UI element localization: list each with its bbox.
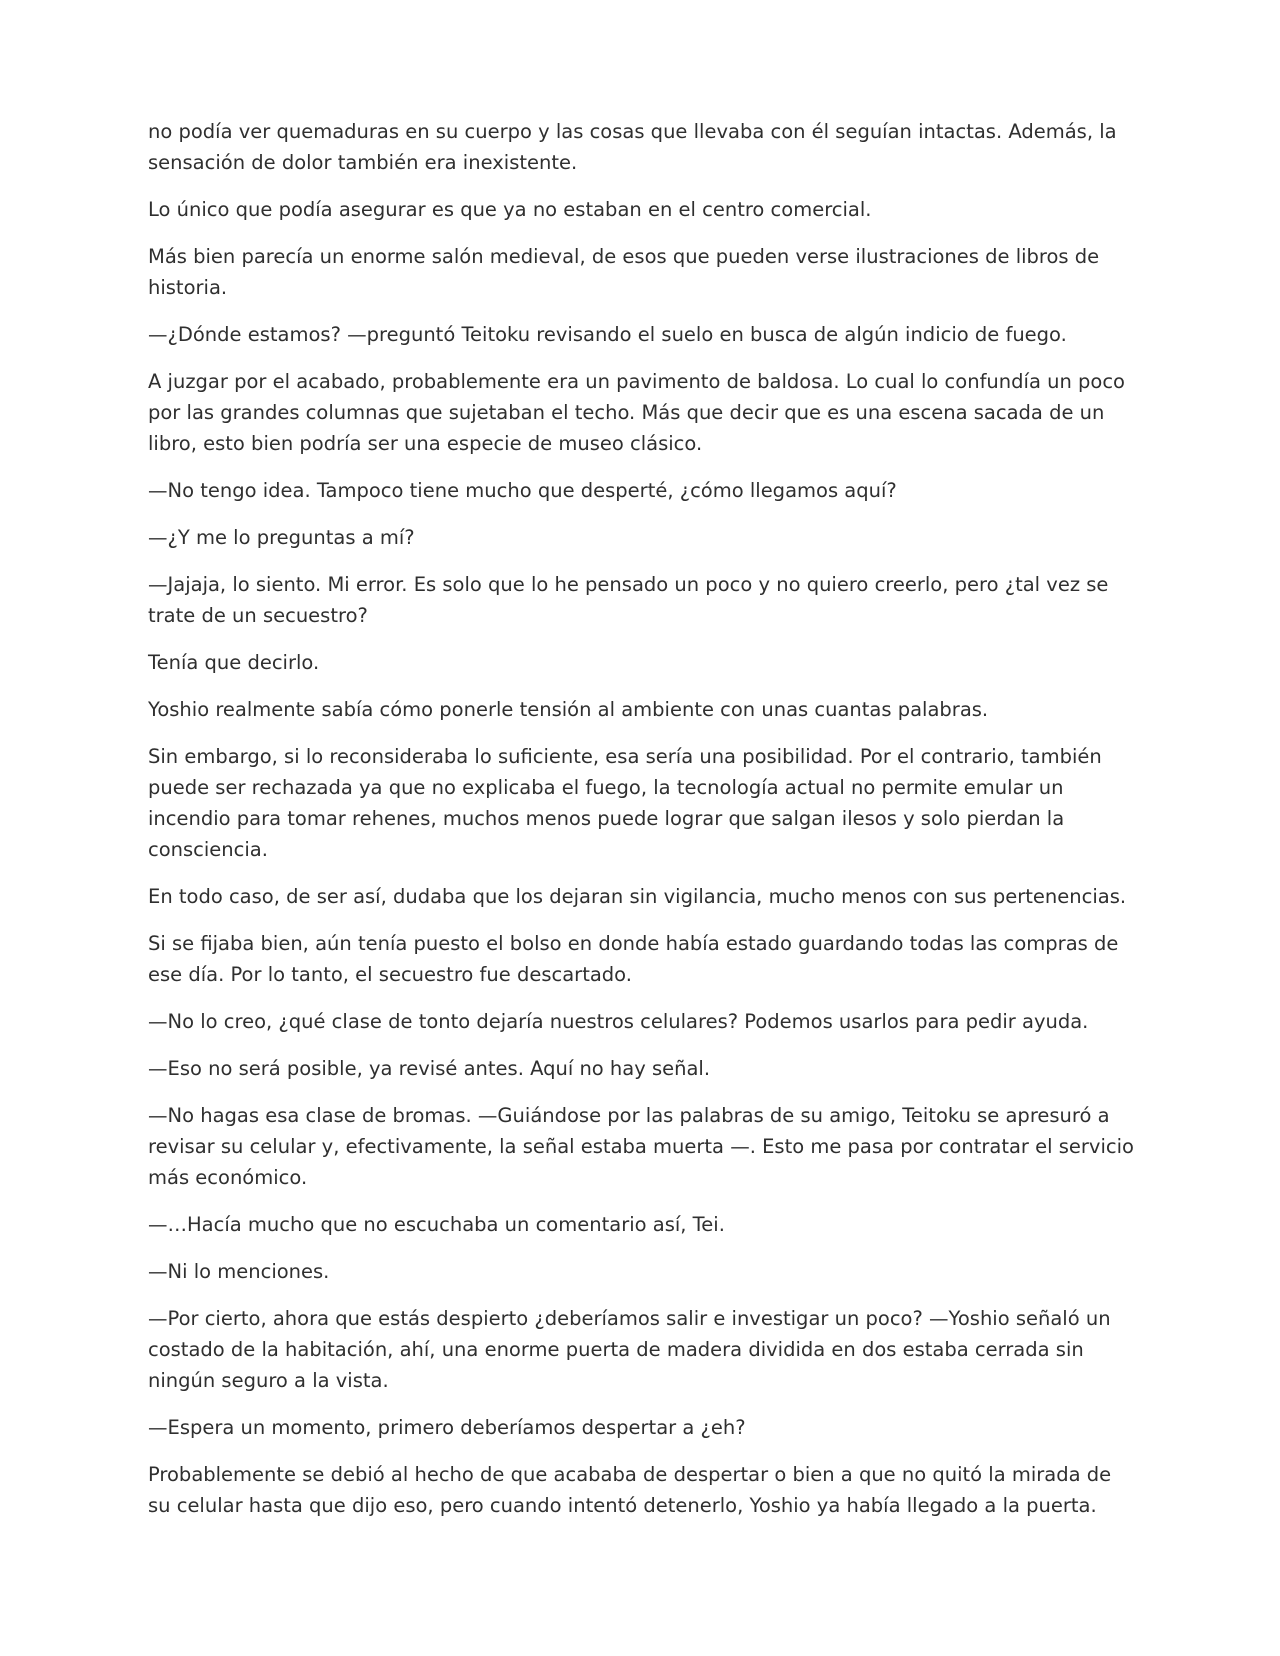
paragraph: Más bien parecía un enorme salón medieval, de esos que pueden verse ilustraciones de libros de historia.	[148, 245, 1100, 299]
paragraph: Si se fijaba bien, aún tenía puesto el bolso en donde había estado guardando todas las compras de ese día. Por lo tanto, el secuestro fue descartado.	[148, 932, 1119, 986]
paragraph: Lo único que podía asegurar es que ya no estaban en el centro comercial.	[148, 198, 872, 221]
paragraph: Probablemente se debió al hecho de que acababa de despertar o bien a que no quitó la mirada de su celular hasta que dijo eso, pero cuando intentó detenerlo, Yoshio ya había llegado a la puerta.	[148, 1463, 1112, 1517]
paragraph: En todo caso, de ser así, dudaba que los dejaran sin vigilancia, mucho menos con sus pertenencias.	[148, 885, 1127, 908]
paragraph: no podía ver quemaduras en su cuerpo y las cosas que llevaba con él seguían intactas. Además, la sensación de dolor también era inexistente.	[148, 120, 1117, 174]
paragraph: Tenía que decirlo.	[148, 651, 320, 674]
paragraph: —Espera un momento, primero deberíamos despertar a ¿eh?	[148, 1416, 746, 1439]
paragraph: —Ni lo menciones.	[148, 1260, 330, 1283]
paragraph: —No hagas esa clase de bromas. —Guiándose por las palabras de su amigo, Teitoku se apresuró a revisar su celular y, efectivamente, la señal estaba muerta —. Esto me pasa por contratar el servicio más económico.	[148, 1104, 1134, 1189]
paragraph: —Por cierto, ahora que estás despierto ¿deberíamos salir e investigar un poco? —Yoshio señaló un costado de la habitación, ahí, una enorme puerta de madera dividida en dos estaba cerrada sin ningún seguro a la vista.	[148, 1307, 1111, 1392]
paragraph: —Jajaja, lo siento. Mi error. Es solo que lo he pensado un poco y no quiero creerlo, pero ¿tal vez se trate de un secuestro?	[148, 573, 1109, 627]
paragraph: —¿Y me lo preguntas a mí?	[148, 526, 415, 549]
paragraph: —No lo creo, ¿qué clase de tonto dejaría nuestros celulares? Podemos usarlos para pedir ayuda.	[148, 1010, 1089, 1033]
paragraph: A juzgar por el acabado, probablemente era un pavimento de baldosa. Lo cual lo confundía un poco por las grandes columnas que sujetaban el techo. Más que decir que es una escena sacada de un libro, esto bien podría ser una especie de museo clásico.	[148, 370, 1125, 455]
paragraph: Sin embargo, si lo reconsideraba lo suficiente, esa sería una posibilidad. Por el contrario, también puede ser rechazada ya que no explicaba el fuego, la tecnología actual no permite emular un incendio para tomar rehenes, muchos menos puede lograr que salgan ilesos y solo pierdan la consciencia.	[148, 745, 1102, 861]
document-page	[148, 116, 1138, 1537]
paragraph: —…Hacía mucho que no escuchaba un comentario así, Tei.	[148, 1213, 725, 1236]
paragraph: —No tengo idea. Tampoco tiene mucho que desperté, ¿cómo llegamos aquí?	[148, 479, 897, 502]
paragraph: Yoshio realmente sabía cómo ponerle tensión al ambiente con unas cuantas palabras.	[148, 698, 989, 721]
paragraph: —Eso no será posible, ya revisé antes. Aquí no hay señal.	[148, 1057, 711, 1080]
paragraph: —¿Dónde estamos? —preguntó Teitoku revisando el suelo en busca de algún indicio de fuego.	[148, 323, 1067, 346]
